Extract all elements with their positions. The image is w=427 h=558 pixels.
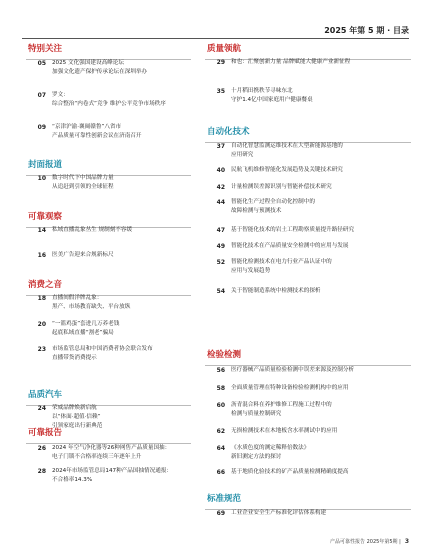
entry-line: 智能化生产过程全自动化控制中的 [231, 199, 315, 205]
page-ref: 58 [216, 385, 225, 392]
entry-line: 应用研究 [231, 152, 254, 158]
section-left-1 [26, 160, 191, 190]
entry-line: 检测与质量控制研究 [231, 411, 282, 417]
entry-line: 引领家庭出行新典范 [52, 423, 103, 429]
section-title: 检验检测 [205, 350, 411, 366]
entry-line: 智能化检测技术在电力行业产品认证中的 [231, 259, 332, 265]
entry-line: 计量检测误差源识别与智能补偿技术研究 [231, 184, 332, 190]
page-ref: 49 [216, 243, 225, 250]
entry-line: 民航飞机维修智能化发展趋势及关键技术研究 [231, 167, 343, 173]
page-ref: 44 [216, 199, 225, 206]
page-ref: 56 [216, 367, 225, 374]
page-footer [330, 538, 409, 545]
entry-title [231, 287, 321, 296]
entry-line: 智能化技术在产品质量安全检测中的应用与发展 [231, 243, 349, 249]
entry-line: 2024年市场监管总局147种产品国抽情况通报： [52, 468, 173, 474]
entry-title [231, 444, 309, 462]
entry-line: 工业企业安全生产标准化评估体系构建 [231, 510, 327, 516]
entry-line: 故障检测与预测技术 [231, 208, 282, 214]
toc-entry[interactable] [205, 142, 411, 160]
page-ref: 18 [37, 295, 46, 302]
toc-entry[interactable] [205, 444, 411, 462]
entry-title [52, 123, 142, 141]
section-title: 封面报道 [26, 160, 191, 176]
entry-line: 新旧测定方法的探讨 [231, 454, 282, 460]
entry-line: 和也：汇聚创新力量 品牌赋能大健康产业新征程 [231, 59, 351, 65]
page-ref: 37 [216, 143, 225, 150]
entry-title [231, 183, 332, 192]
entry-line: 守护1.4亿中国家庭用户健康餐桌 [231, 97, 313, 103]
entry-line: 基于智能化技术的岩土工程勘察质量提升路径研究 [231, 227, 355, 233]
page-ref: 66 [216, 469, 225, 476]
toc-entry[interactable] [205, 366, 411, 375]
entry-line: 无损检测技术在木地板含水率测试中的应用 [231, 428, 338, 434]
page-ref: 52 [216, 259, 225, 266]
section-right-3 [205, 494, 411, 517]
footer-text: 产品可靠性报告 2025年第5期 | [330, 539, 401, 545]
toc-entry[interactable] [26, 123, 191, 141]
toc-entry[interactable] [26, 174, 191, 192]
section-right-1 [205, 127, 411, 295]
page-ref: 42 [216, 184, 225, 191]
entry-line: 关于智能制造系统中检测技术的探析 [231, 288, 321, 294]
entry-line: 私域直播乱象丛生 规制刻不容缓 [52, 227, 133, 233]
entry-title [231, 226, 354, 235]
entry-line: 直播间假洋牌乱象： [52, 295, 103, 301]
page-ref: 16 [37, 252, 46, 259]
toc-entry[interactable] [205, 87, 411, 105]
entry-title [231, 468, 348, 477]
toc-entry[interactable] [26, 226, 191, 235]
section-title: 质量领航 [205, 44, 411, 60]
page-ref: 10 [37, 175, 46, 182]
entry-line: 基于地质化验技术的矿产品质量检测精确度提高 [231, 469, 349, 475]
toc-entry[interactable] [205, 384, 411, 393]
section-left-3 [26, 280, 191, 361]
page-ref: 54 [216, 288, 225, 295]
section-title: 可靠观察 [26, 212, 191, 228]
page-ref: 64 [216, 445, 225, 452]
page-ref: 09 [37, 124, 46, 131]
entry-title [231, 242, 348, 251]
entry-title [231, 258, 332, 276]
entry-title [52, 467, 172, 485]
entry-title [231, 58, 350, 67]
entry-line: 《水质色度的测定稀释倍数法》 [231, 445, 310, 451]
page-ref: 20 [37, 321, 46, 328]
toc-entry[interactable] [26, 444, 191, 462]
toc-entry[interactable] [205, 287, 411, 296]
toc-entry[interactable] [205, 468, 411, 477]
entry-line: 产品质量可靠性创新会议在济南召开 [52, 133, 142, 139]
entry-title [231, 198, 315, 216]
page-ref: 60 [216, 402, 225, 409]
section-title: 特别关注 [26, 44, 191, 60]
toc-entry[interactable] [26, 320, 191, 338]
entry-title [52, 404, 102, 431]
entry-line: “一篮鸡蛋”套进几万养老钱 [52, 321, 120, 327]
toc-entry[interactable] [26, 59, 191, 77]
entry-line: 数字时代下中国品牌力量 [52, 175, 114, 181]
toc-entry[interactable] [205, 401, 411, 419]
toc-entry[interactable] [26, 91, 191, 109]
entry-title [231, 509, 326, 518]
toc-entry[interactable] [205, 242, 411, 251]
entry-line: 医美广告迎来合规新标尺 [52, 252, 114, 258]
page-ref: 26 [37, 445, 46, 452]
section-title: 标准规范 [205, 494, 411, 510]
section-left-2 [26, 212, 191, 259]
entry-title [231, 142, 343, 160]
toc-entry[interactable] [205, 183, 411, 192]
entry-line: 综合整治“内卷式”竞争 维护公平竞争市场秩序 [52, 101, 166, 107]
entry-title [52, 174, 114, 192]
page-ref: 47 [216, 227, 225, 234]
issue-title: 2025 年第 5 期 · 目录 [324, 26, 409, 35]
entry-line: 市场监管总局和中国消费者协会联合发布 [52, 346, 153, 352]
toc-entry[interactable] [205, 226, 411, 235]
entry-title [52, 91, 166, 109]
toc-entry[interactable] [26, 294, 191, 312]
section-title: 可靠报告 [26, 428, 191, 444]
entry-line: 起底私域直播“割老”骗局 [52, 330, 114, 336]
entry-line: 罗文： [52, 92, 69, 98]
entry-line: 全面质量管理在特种设备检验检测机构中的应用 [231, 385, 349, 391]
entry-line: 从追赶到引领的全球征程 [52, 184, 114, 190]
entry-title [231, 427, 337, 436]
page-number: 3 [404, 538, 409, 545]
toc-entry[interactable] [26, 251, 191, 260]
entry-title [52, 251, 114, 260]
entry-line: 加强文化遗产保护传承论坛在深圳举办 [52, 69, 148, 75]
toc-entry[interactable] [205, 258, 411, 276]
page-ref: 23 [37, 346, 46, 353]
section-left-0 [26, 44, 191, 139]
entry-title [231, 366, 354, 375]
entry-line: 以“体面·超值·信赖” [52, 414, 101, 420]
entry-line: 2024 年空气净化器等26种网售产品质量国抽： [52, 445, 171, 451]
toc-entry[interactable] [205, 509, 411, 518]
entry-title [52, 226, 132, 235]
entry-title [231, 401, 332, 419]
entry-line: 自动化智慧监测运维技术在大型新能源基地的 [231, 143, 343, 149]
entry-line: 荣威品牌焕新启航 [52, 405, 97, 411]
entry-line: 应用与发展趋势 [231, 268, 271, 274]
section-right-0 [205, 44, 411, 103]
page-ref: 40 [216, 167, 225, 174]
entry-line: 十月稻田携秩节寻味东北 [231, 88, 293, 94]
entry-title [231, 384, 348, 393]
page-ref: 05 [37, 60, 46, 67]
entry-title [52, 345, 153, 363]
section-title: 品质汽车 [26, 390, 191, 406]
page-ref: 14 [37, 227, 46, 234]
page-ref: 28 [37, 468, 46, 475]
entry-line: 医疗器械产品质量检验检测中误差来源及控制分析 [231, 367, 355, 373]
section-title: 消费之音 [26, 280, 191, 296]
entry-title [52, 320, 119, 338]
entry-line: 电子门锁不合格率连续三年逐年上升 [52, 454, 142, 460]
section-left-5 [26, 428, 191, 483]
page-header [22, 24, 409, 39]
entry-line: 不合格率14.3% [52, 477, 93, 483]
entry-title [231, 166, 343, 175]
entry-title [52, 59, 147, 77]
toc-entry[interactable] [205, 166, 411, 175]
toc-entry[interactable] [26, 345, 191, 363]
page-ref: 69 [216, 510, 225, 517]
entry-line: 黑产、市场教育缺失、平台放纵 [52, 304, 131, 310]
entry-line: “京津沪渝·襄阔赣鲁”八省市 [52, 124, 122, 130]
section-title: 自动化技术 [205, 127, 411, 143]
entry-title [231, 87, 313, 105]
entry-title [52, 294, 130, 312]
page-ref: 62 [216, 428, 225, 435]
page-ref: 29 [216, 59, 225, 66]
toc-entry[interactable] [205, 58, 411, 67]
entry-line: 直播带货消费提示 [52, 355, 97, 361]
toc-entry[interactable] [26, 467, 191, 485]
toc-entry[interactable] [205, 198, 411, 216]
toc-entry[interactable] [26, 404, 191, 431]
toc-entry[interactable] [205, 427, 411, 436]
page-ref: 24 [37, 405, 46, 412]
entry-line: 2025 文化强国建设高峰论坛 [52, 60, 124, 66]
section-left-4 [26, 390, 191, 429]
section-right-2 [205, 350, 411, 476]
entry-line: 沥青混合料在养护维修工程施工过程中的 [231, 402, 332, 408]
page-ref: 35 [216, 88, 225, 95]
page-ref: 07 [37, 92, 46, 99]
entry-title [52, 444, 170, 462]
